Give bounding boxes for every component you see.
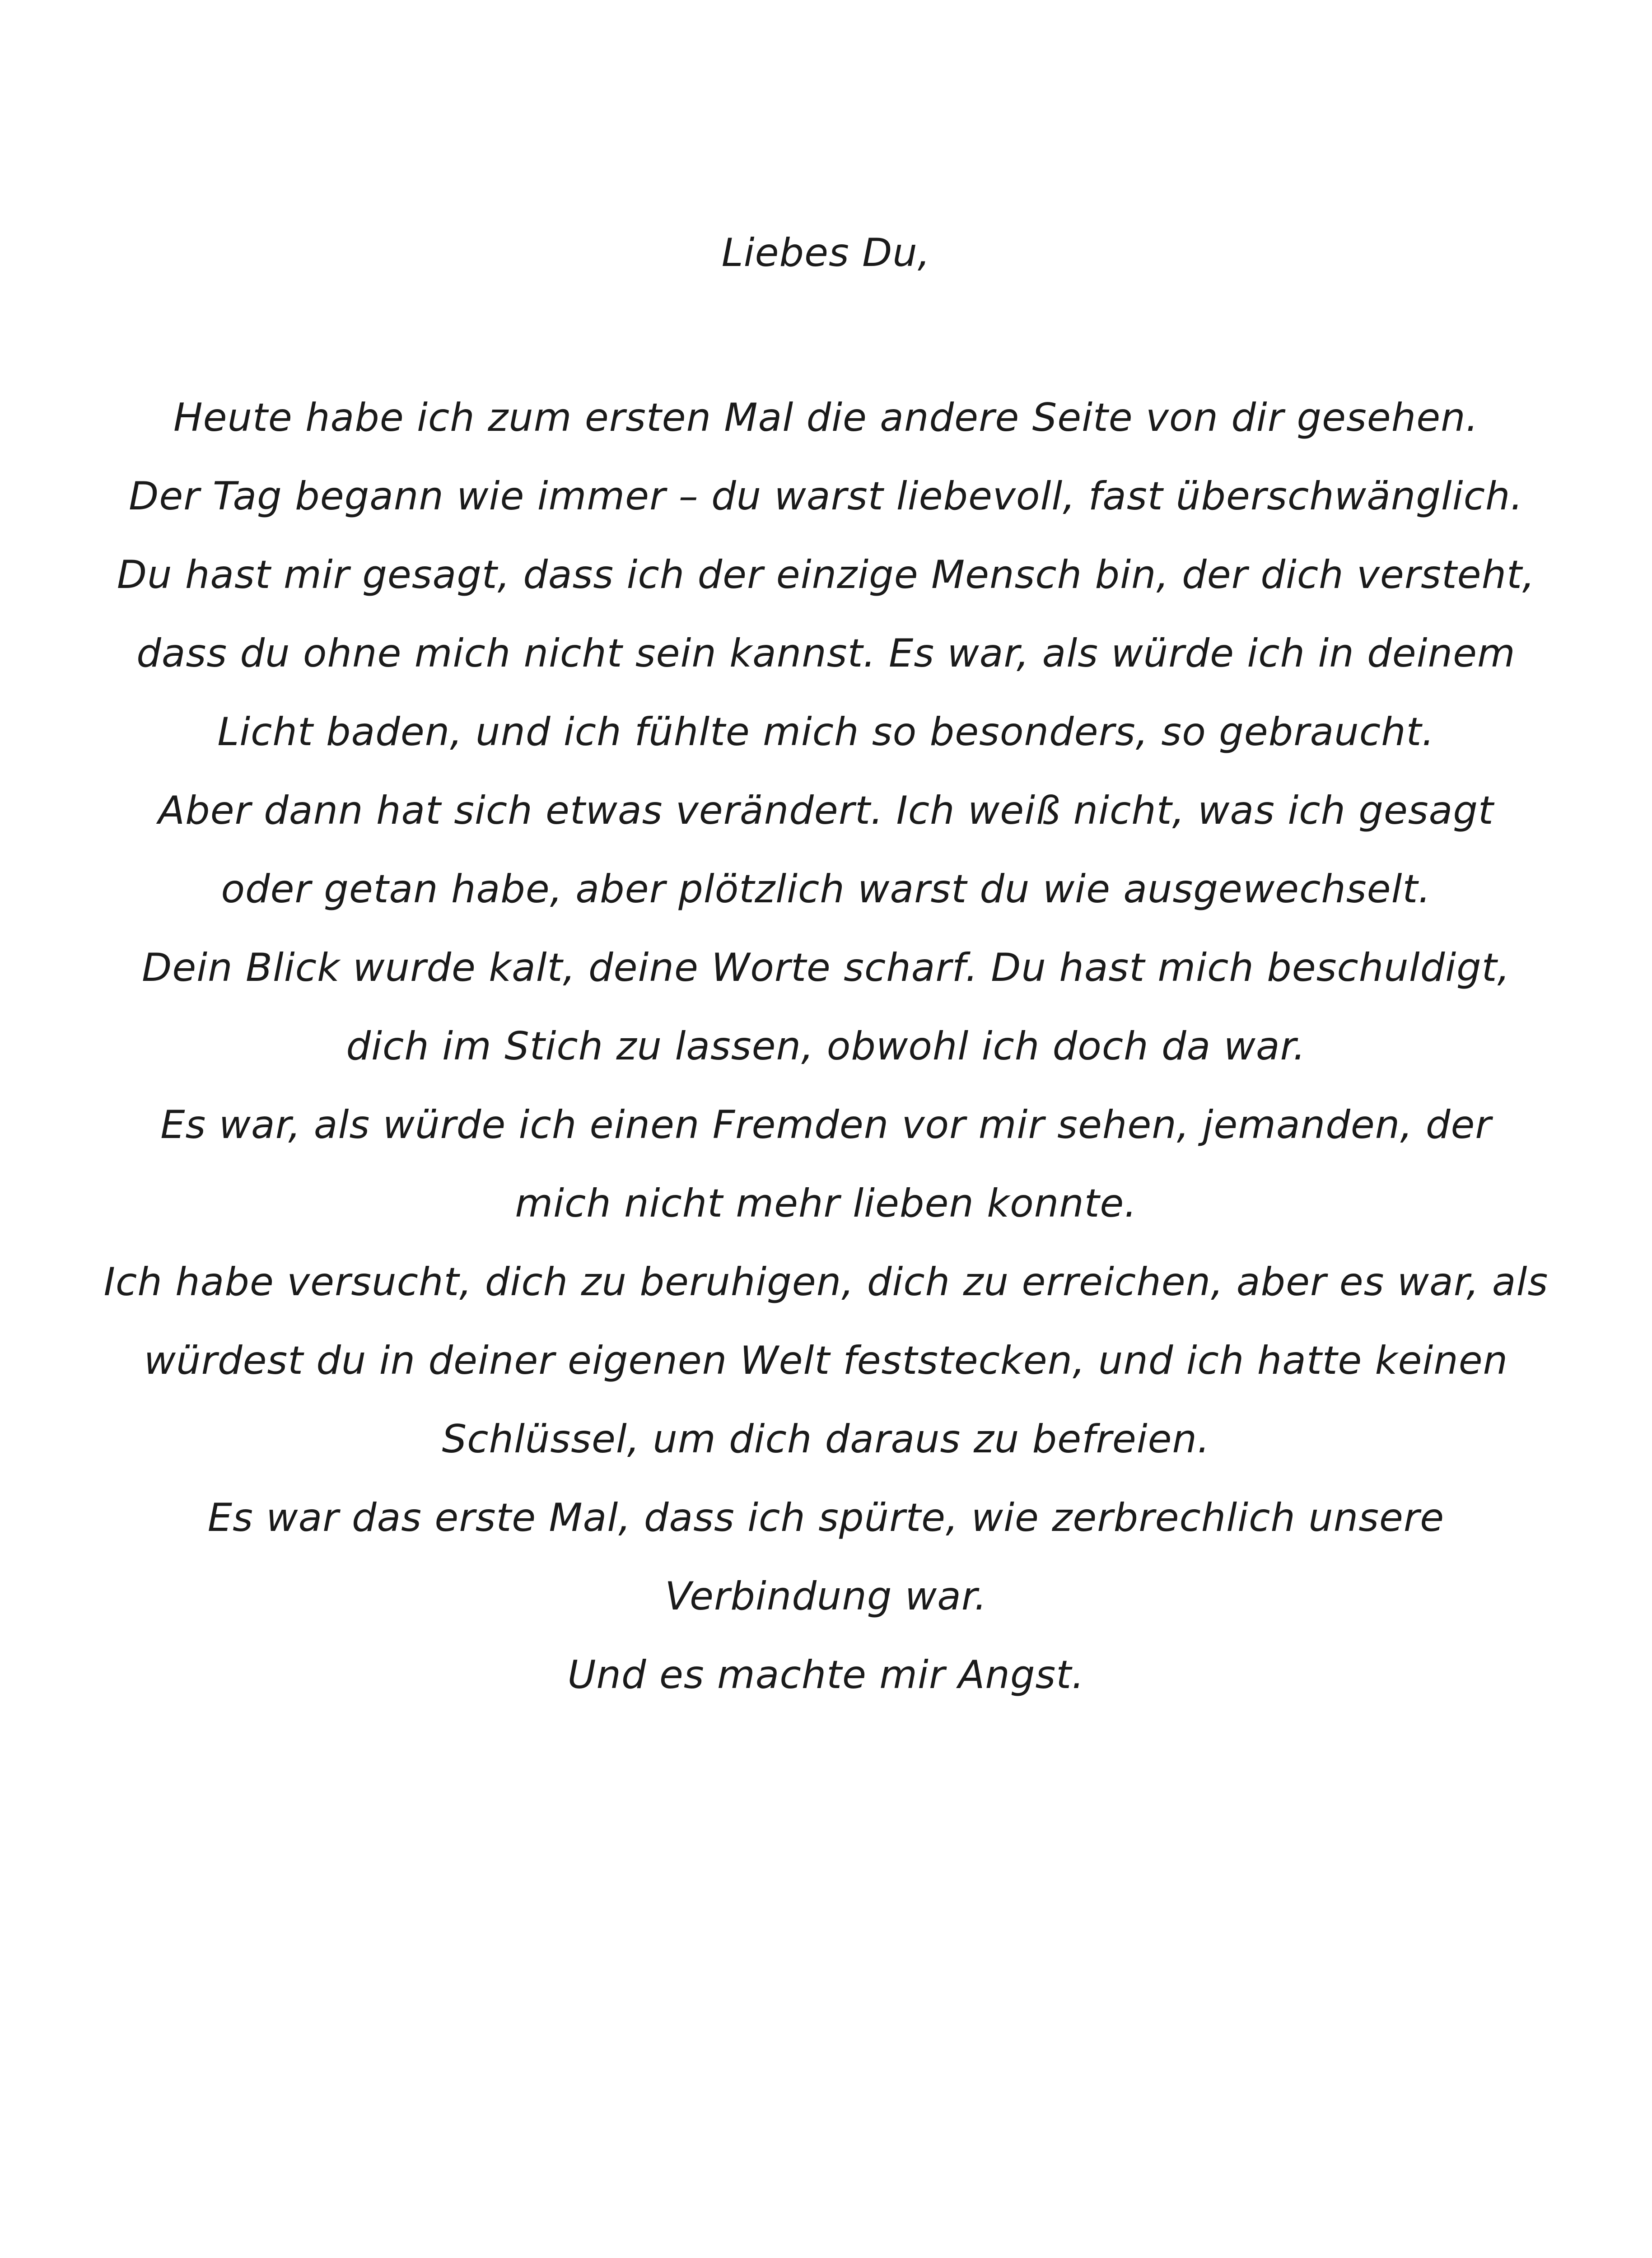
letter-line: Und es machte mir Angst. xyxy=(567,1652,1085,1698)
letter-line: oder getan habe, aber plötzlich warst du wie ausgewechselt. xyxy=(221,867,1431,912)
letter-line: Schlüssel, um dich daraus zu befreien. xyxy=(442,1417,1210,1462)
letter-line: Verbindung war. xyxy=(665,1574,987,1619)
letter-line: dass du ohne mich nicht sein kannst. Es war, als würde ich in deinem xyxy=(136,631,1516,676)
letter-line: Der Tag begann wie immer – du warst liebevoll, fast überschwänglich. xyxy=(129,474,1523,519)
letter-line: Heute habe ich zum ersten Mal die andere Seite von dir gesehen. xyxy=(173,395,1479,440)
letter-line: Licht baden, und ich fühlte mich so besonders, so gebraucht. xyxy=(217,709,1435,755)
letter-line: mich nicht mehr lieben konnte. xyxy=(515,1181,1137,1226)
letter-line: Es war das erste Mal, dass ich spürte, wie zerbrechlich unsere xyxy=(207,1495,1445,1540)
letter-body xyxy=(0,378,1652,1714)
letter-line: Es war, als würde ich einen Fremden vor mir sehen, jemanden, der xyxy=(160,1102,1492,1148)
letter-line: Du hast mir gesagt, dass ich der einzige Mensch bin, der dich versteht, xyxy=(117,552,1535,597)
letter-line: Aber dann hat sich etwas verändert. Ich weiß nicht, was ich gesagt xyxy=(158,788,1494,833)
letter-line: dich im Stich zu lassen, obwohl ich doch da war. xyxy=(346,1024,1306,1069)
letter-line: würdest du in deiner eigenen Welt feststecken, und ich hatte keinen xyxy=(144,1338,1508,1383)
letter-salutation: Liebes Du, xyxy=(721,230,931,275)
letter-line: Dein Blick wurde kalt, deine Worte scharf. Du hast mich beschuldigt, xyxy=(142,945,1510,990)
letter-line: Ich habe versucht, dich zu beruhigen, dich zu erreichen, aber es war, als xyxy=(103,1260,1549,1305)
